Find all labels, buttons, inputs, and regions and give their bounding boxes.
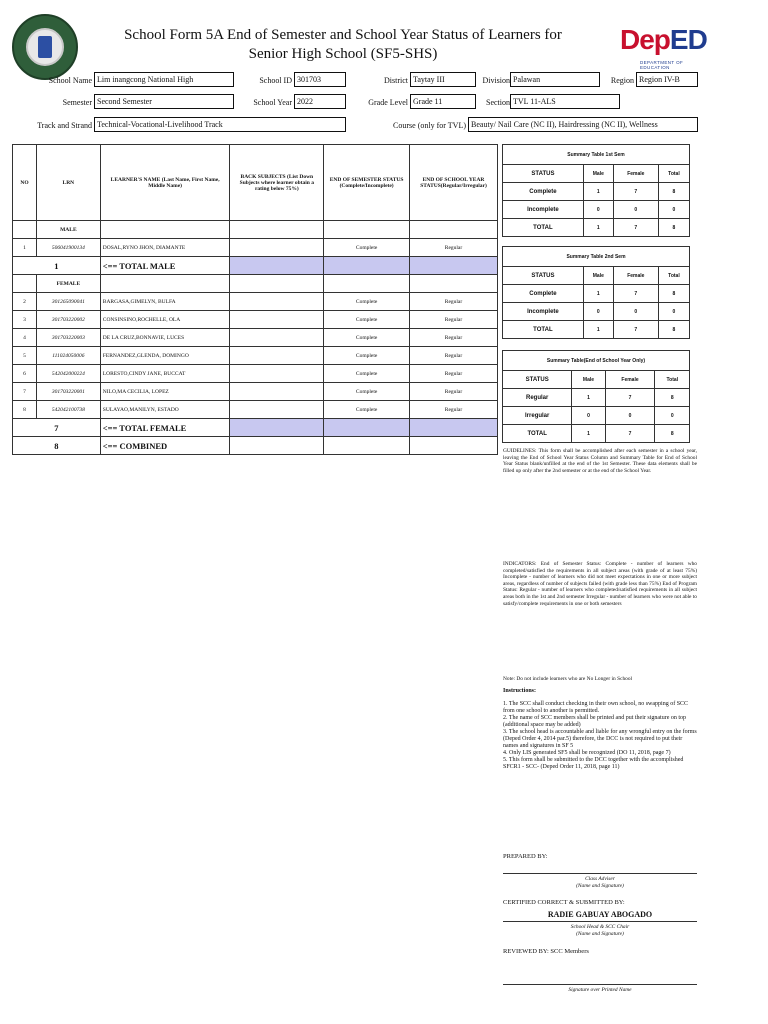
deped-logo: DepED DEPARTMENT OF EDUCATION (620, 24, 707, 70)
instructions-list: 1. The SCC shall conduct checking in their own school, no swapping of SCC from one school to another is permitted. 2. The name of SCC members shall be printed and put their signature on top (additional space may be added) 3. The school head is accountable and liable for any wrongful entry on the forms (Deped Order 4, 2014 par.5) therefore, the DCC is not required to put their names and signatures in SF 5 4. Only LIS generated SF5 shall be recognized (DO 11, 2018, page 7) 5. This form shall be submitted to the DCC together with the accomplished SFCR1 - SCC- (Deped Order 11, 2018, page 11) (503, 701, 697, 770)
table-row: 7 301703220001 NILO,MA CECILIA, LOPEZ Complete Regular (13, 383, 498, 401)
table-row: 1 506041900134 DOSAL,RYNO JHON, DIAMANTE Complete Regular (13, 239, 498, 257)
note-text: Note: Do not include learners who are No Longer in School (503, 676, 633, 682)
school-name-label: School Name (48, 76, 92, 85)
region-field[interactable]: Region IV-B (636, 72, 698, 87)
semester-field[interactable]: Second Semester (94, 94, 234, 109)
total-female-row: 7 <== TOTAL FEMALE (13, 419, 498, 437)
division-field[interactable]: Palawan (510, 72, 600, 87)
table-row: 5 111024050006 FERNANDEZ,GLENDA, DOMINGO Complete Regular (13, 347, 498, 365)
school-name-field[interactable]: Lim inangcong National High (94, 72, 234, 87)
district-field[interactable]: Taytay III (410, 72, 476, 87)
section-field[interactable]: TVL 11-ALS (510, 94, 620, 109)
col-lrn: LRN (36, 145, 100, 221)
col-name: LEARNER'S NAME (Last Name, First Name, Middle Name) (100, 145, 230, 221)
district-label: District (384, 76, 408, 85)
school-year-field[interactable]: 2022 (294, 94, 346, 109)
instructions-title: Instructions: (503, 688, 537, 694)
adviser-signature-line (503, 873, 697, 874)
division-label: Division (482, 76, 510, 85)
certified-label: CERTIFIED CORRECT & SUBMITTED BY: (503, 899, 625, 906)
combined-row: 8 <== COMBINED (13, 437, 498, 455)
summary-table-1st-sem: Summary Table 1st Sem STATUS Male Female Total Complete 1 7 8 Incomplete 0 0 0 TOTAL 1 7 8 (502, 144, 690, 237)
guidelines-text: GUIDELINES: This form shall be accomplished after each semester in a school year, leaving the End of School Year Status Column and Summary Table for End of School Year Status blank/unfilled at the end of the 1st Semester. These data elements shall be filled up only after the 2nd semester or at the end of the School Year. (503, 448, 697, 474)
table-row: 8 542042100738 SULAYAO,MANILYN, ESTADO Complete Regular (13, 401, 498, 419)
region-label: Region (610, 76, 634, 85)
table-row: 4 301703220003 DE LA CRUZ,BONNAVIE, LUCES Complete Regular (13, 329, 498, 347)
form-title: School Form 5A End of Semester and School Year Status of Learners for Senior High School (SF5-SHS) (124, 27, 562, 62)
school-head-name: RADIE GABUAY ABOGADO (547, 910, 653, 919)
indicators-text: INDICATORS: End of Semester Status: Complete - number of learners who completed/satisfied the requirements in all subject areas (with grade of at least 75%) Incomplete - number of learners who did not meet expectations in one or more subject areas, regardless of number of subjects failed (with grade less than 75%) End of Program Status: Regular - number of learners who completed/satisfied requirements in all subject areas both in the 1st and 2nd semester Irregular - number of learners who were not able to satisfy/complete requirements in one or both semesters (503, 561, 697, 607)
total-male-row: 1 <== TOTAL MALE (13, 257, 498, 275)
signature-caption: Signature over Printed Name (568, 987, 632, 993)
summary-table-end-of-year: Summary Table(End of School Year Only) STATUS Male Female Total Regular 1 7 8 Irregular 0 0 0 TOTAL 1 7 8 (502, 350, 690, 443)
female-section-label: FEMALE (36, 275, 100, 293)
head-signature-line (503, 921, 697, 922)
learners-table (12, 144, 498, 455)
col-sem-status: END OF SEMESTER STATUS (Complete/Incomplete) (324, 145, 410, 221)
grade-level-field[interactable]: Grade 11 (410, 94, 476, 109)
course-field[interactable]: Beauty/ Nail Care (NC II), Hairdressing (NC II), Wellness (468, 117, 698, 132)
scc-signature-line (503, 984, 697, 985)
summary-table-2nd-sem: Summary Table 2nd Sem STATUS Male Female Total Complete 1 7 8 Incomplete 0 0 0 TOTAL 1 7 8 (502, 246, 690, 339)
reviewed-label: REVIEWED BY: SCC Members (503, 948, 589, 955)
col-sy-status: END OF SCHOOL YEAR STATUS(Regular/Irregular) (410, 145, 498, 221)
school-id-field[interactable]: 301703 (294, 72, 346, 87)
prepared-by-label: PREPARED BY: (503, 853, 548, 860)
table-row: 2 301265090041 BARGASA,GIMELYN, BULFA Complete Regular (13, 293, 498, 311)
table-row: 6 542042000224 LORESTO,CINDY JANE, BUCCAT Complete Regular (13, 365, 498, 383)
school-id-label: School ID (259, 76, 292, 85)
section-label: Section (486, 98, 510, 107)
male-section-label: MALE (36, 221, 100, 239)
table-row: 3 301703220002 CONSINSINO,ROCHELLE, OLA Complete Regular (13, 311, 498, 329)
school-year-label: School Year (253, 98, 292, 107)
deped-seal-icon (12, 14, 78, 80)
head-caption: School Head & SCC Chair (Name and Signature) (570, 924, 630, 937)
track-field[interactable]: Technical-Vocational-Livelihood Track (94, 117, 346, 132)
course-label: Course (only for TVL) (393, 121, 466, 130)
semester-label: Semester (62, 98, 92, 107)
grade-level-label: Grade Level (368, 98, 408, 107)
track-label: Track and Strand (37, 121, 92, 130)
col-back: BACK SUBJECTS (List Down Subjects where learner obtain a rating below 75%) (230, 145, 324, 221)
col-no: NO (13, 145, 37, 221)
adviser-caption: Class Adviser (Name and Signature) (576, 876, 624, 889)
